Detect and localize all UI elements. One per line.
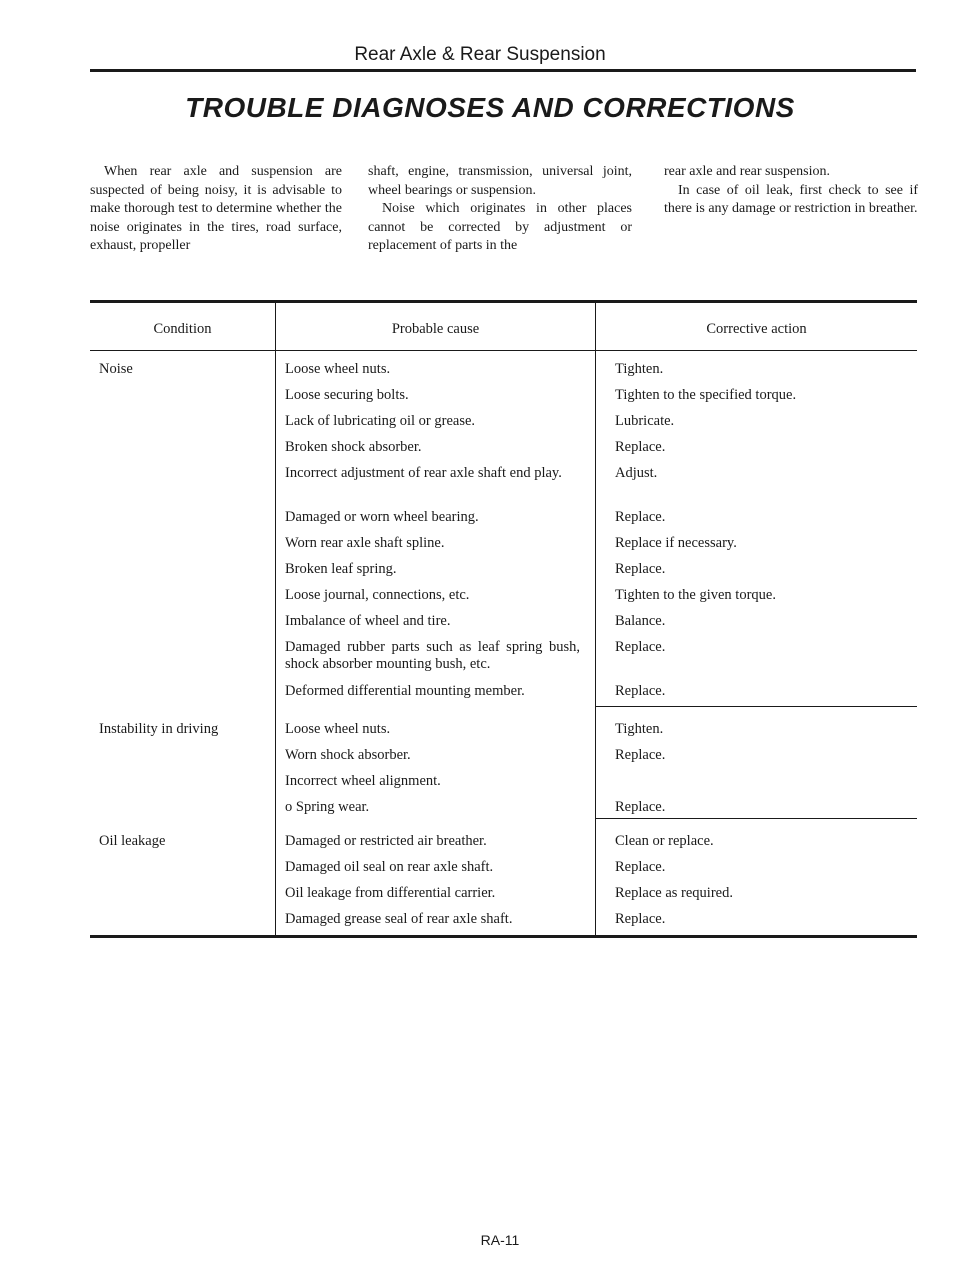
action-item: Balance.: [615, 613, 666, 629]
cause-item: Broken shock absorber.: [285, 439, 422, 455]
page-title: TROUBLE DIAGNOSES AND CORRECTIONS: [185, 92, 795, 123]
action-item: Tighten to the given torque.: [615, 587, 776, 603]
intro-paragraph: Noise which originates in other places cannot be corrected by adjustment or replacement of parts in the: [368, 201, 632, 253]
intro-paragraph: rear axle and rear suspension.: [664, 164, 830, 179]
cause-item: Loose wheel nuts.: [285, 721, 391, 737]
action-item: Replace.: [615, 561, 666, 577]
intro-paragraph: When rear axle and suspension are suspected of being noisy, it is advisable to make thorough test to determine whether the noise originates in the tires, road surface, exhaust, propeller: [90, 164, 342, 253]
cause-item: Incorrect adjustment of rear axle shaft end play.: [285, 465, 562, 481]
action-item: Tighten.: [615, 721, 664, 737]
cause-item: Loose securing bolts.: [285, 387, 409, 403]
condition-label: Noise: [99, 361, 133, 377]
intro-paragraph: shaft, engine, transmission, universal joint, wheel bearings or suspension.: [368, 164, 632, 198]
header-divider: [90, 350, 917, 351]
cause-item: o Spring wear.: [285, 799, 370, 815]
cause-item: Damaged grease seal of rear axle shaft.: [285, 911, 513, 927]
cause-item: Imbalance of wheel and tire.: [285, 613, 451, 629]
section-divider: [595, 818, 917, 819]
section-divider: [595, 706, 917, 707]
action-item: Replace.: [615, 911, 666, 927]
intro-column-2: [368, 163, 632, 256]
intro-paragraph: In case of oil leak, first check to see if there is any damage or restriction in breather.: [664, 182, 918, 216]
action-item: Tighten to the specified torque.: [615, 387, 797, 403]
diagnosis-table: [90, 300, 917, 938]
header-probable-cause: Probable cause: [391, 321, 480, 337]
cause-item: Worn shock absorber.: [285, 747, 411, 763]
action-item: Adjust.: [615, 465, 658, 481]
cause-item: Deformed differential mounting member.: [285, 683, 525, 699]
action-item: Replace as required.: [615, 885, 733, 901]
column-divider: [595, 303, 596, 935]
cause-item: Damaged rubber parts such as leaf spring bush, shock absorber mounting bush, etc.: [285, 639, 580, 672]
action-item: Replace.: [615, 439, 666, 455]
cause-item: Incorrect wheel alignment.: [285, 773, 441, 789]
cause-item: Damaged oil seal on rear axle shaft.: [285, 859, 494, 875]
action-item: Replace.: [615, 683, 666, 699]
action-item: Replace.: [615, 639, 666, 655]
intro-column-1: [90, 163, 342, 256]
cause-item: Broken leaf spring.: [285, 561, 397, 577]
column-divider: [275, 303, 276, 935]
cause-item: Damaged or restricted air breather.: [285, 833, 487, 849]
condition-label: Oil leakage: [99, 833, 166, 849]
cause-item: Loose journal, connections, etc.: [285, 587, 470, 603]
action-item: Replace.: [615, 859, 666, 875]
header-rule: [90, 69, 916, 72]
header-condition: Condition: [153, 321, 212, 337]
action-item: Lubricate.: [615, 413, 675, 429]
action-item: Replace.: [615, 509, 666, 525]
action-item: Replace.: [615, 799, 666, 815]
intro-column-3: [664, 163, 918, 219]
cause-item: Loose wheel nuts.: [285, 361, 391, 377]
header-corrective-action: Corrective action: [706, 321, 807, 337]
cause-item: Worn rear axle shaft spline.: [285, 535, 445, 551]
action-item: Tighten.: [615, 361, 664, 377]
condition-label: Instability in driving: [99, 721, 219, 737]
running-header: Rear Axle & Rear Suspension: [354, 44, 606, 65]
action-item: Replace if necessary.: [615, 535, 737, 551]
action-item: Clean or replace.: [615, 833, 714, 849]
cause-item: Oil leakage from differential carrier.: [285, 885, 496, 901]
cause-item: Damaged or worn wheel bearing.: [285, 509, 479, 525]
page-number: RA-11: [480, 1232, 520, 1248]
action-item: Replace.: [615, 747, 666, 763]
cause-item: Lack of lubricating oil or grease.: [285, 413, 476, 429]
